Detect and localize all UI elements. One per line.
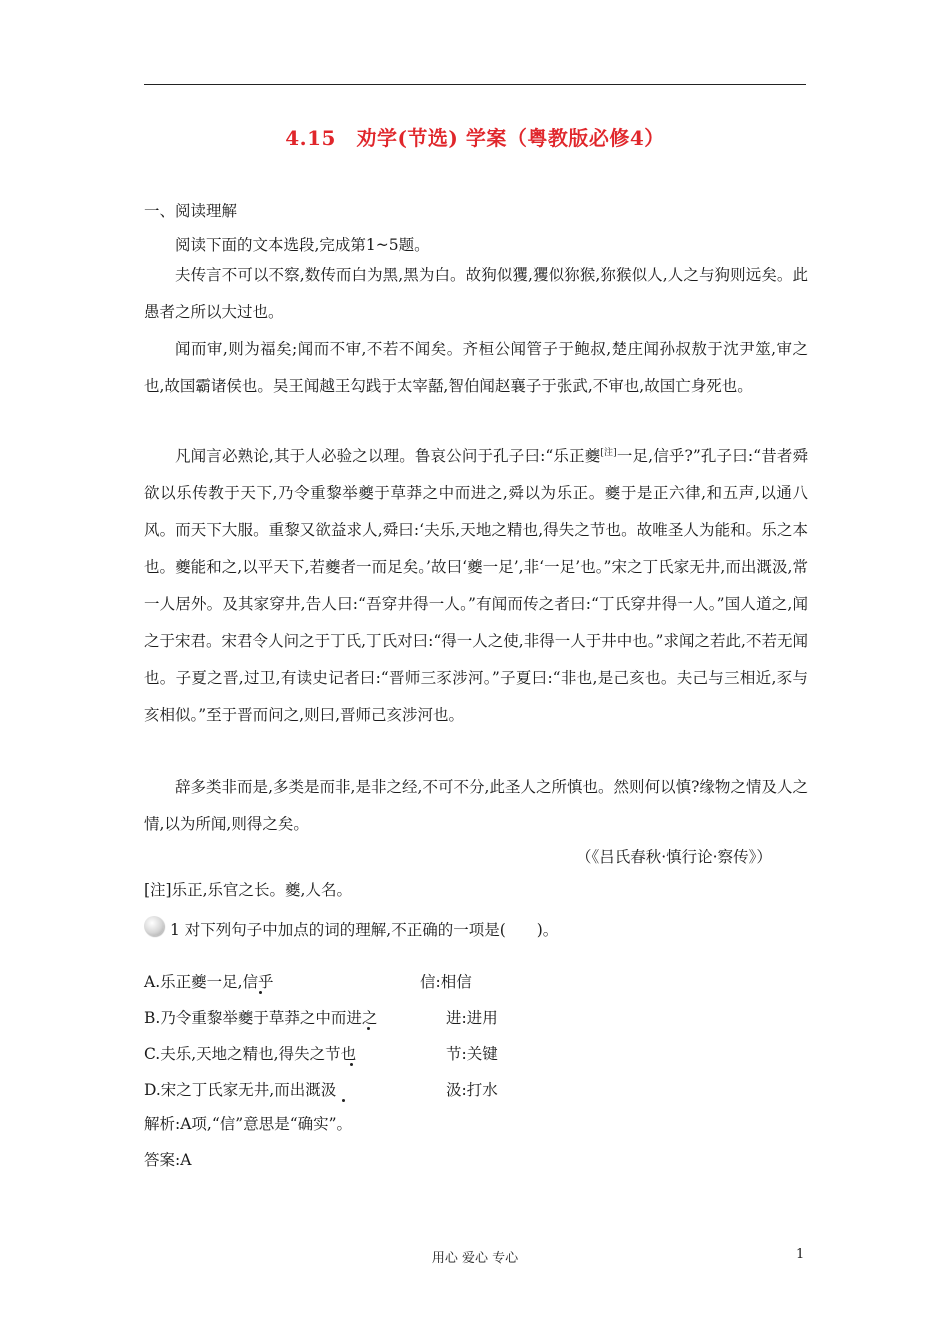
option-d-gloss: 汲:打水 [446, 1081, 498, 1099]
page-number: 1 [796, 1247, 805, 1262]
answer-text: 答案:A [144, 1151, 192, 1169]
question-stem: 1 对下列句子中加点的词的理解,不正确的一项是( )。 [170, 921, 559, 939]
analysis-text: 解析:A项,“信”意思是“确实”。 [144, 1115, 353, 1133]
footer-slogan: 用心 爱心 专心 [431, 1251, 519, 1266]
header-rule [144, 84, 806, 85]
paragraph-3-opening: 凡闻言必熟论,其于人必验之以理。鲁哀公问于孔子曰:“乐正夔 [175, 447, 601, 465]
option-a-gloss: 信:相信 [420, 973, 472, 991]
passage-paragraph-2: 闻而审,则为福矣;闻而不审,不若不闻矣。齐桓公闻管子于鲍叔,楚庄闻孙叔敖于沈尹筮,审之也,故国霸诸侯也。吴王闻越王勾践于太宰嚭,智伯闻赵襄子于张武,不审也,故国亡身死也。 [144, 340, 808, 395]
footnote-marker: [注] [600, 448, 617, 458]
option-c-gloss: 节:关键 [446, 1045, 498, 1063]
passage-paragraph-3 [144, 435, 808, 734]
section-heading: 一、阅读理解 [144, 202, 238, 220]
emphasis-dot [342, 1099, 345, 1102]
passage-paragraph-4: 辞多类非而是,多类是而非,是非之经,不可不分,此圣人之所慎也。然则何以慎?缘物之情及人之情,以为所闻,则得之矣。 [144, 778, 808, 833]
option-a-sentence: A.乐正夔一足,信乎 [144, 973, 274, 991]
option-c-sentence: C.夫乐,天地之精也,得失之节也 [144, 1045, 357, 1063]
instruction-text: 阅读下面的文本选段,完成第1~5题。 [175, 236, 430, 254]
option-b-sentence: B.乃令重黎举夔于草莽之中而进之 [144, 1009, 378, 1027]
option-b-gloss: 进:进用 [446, 1009, 498, 1027]
emphasis-dot [367, 1027, 370, 1030]
passage-source: （《吕氏春秋·慎行论·察传》） [576, 848, 772, 866]
passage-footnote: [注]乐正,乐官之长。夔,人名。 [144, 881, 352, 899]
emphasis-dot [350, 1063, 353, 1066]
question-bullet-icon [144, 916, 164, 936]
emphasis-dot [259, 991, 262, 994]
paragraph-3-body: 一足,信乎?”孔子曰:“昔者舜欲以乐传教于天下,乃令重黎举夔于草莽之中而进之,舜以为乐正。夔于是正六律,和五声,以通八风。而天下大服。重黎又欲益求人,舜曰:‘夫乐,天地之精也,得失之节也。故唯圣人为能和。乐之本也。夔能和之,以平天下,若夔者一而足矣。’故曰‘夔一足’,非‘一足’也。”宋之丁氏家无井,而出溉汲,常一人居外。及其家穿井,告人曰:“吾穿井得一人。”有闻而传之者曰:“丁氏穿井得一人。”国人道之,闻之于宋君。宋君令人问之于丁氏,丁氏对曰:“得一人之使,非得一人于井中也。”求闻之若此,不若无闻也。子夏之晋,过卫,有读史记者曰:“晋师三豕涉河。”子夏曰:“非也,是己亥也。夫己与三相近,豕与亥相似。”至于晋而问之,则曰,晋师己亥涉河也。 [144, 447, 809, 724]
passage-paragraph-1: 夫传言不可以不察,数传而白为黑,黑为白。故狗似玃,玃似狝猴,狝猴似人,人之与狗则远矣。此愚者之所以大过也。 [144, 266, 808, 321]
document-title: 4.15 劝学(节选) 学案（粤教版必修4） [285, 126, 665, 150]
option-d-sentence: D.宋之丁氏家无井,而出溉汲 [144, 1081, 337, 1099]
